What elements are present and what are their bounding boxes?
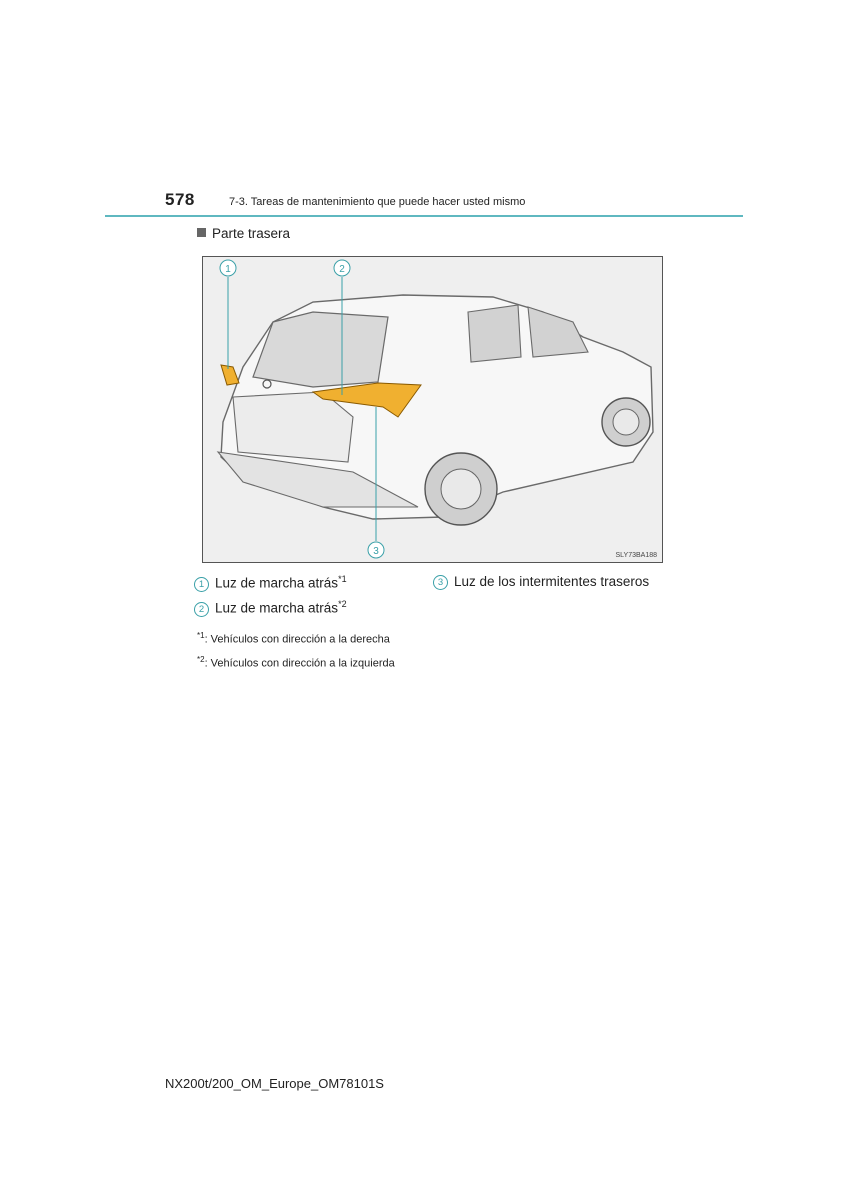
section-title: 7-3. Tareas de mantenimiento que puede hacer usted mismo: [229, 196, 526, 208]
callout-2: 2: [339, 264, 345, 275]
rear-window: [253, 312, 388, 387]
figure-code: SLY73BA188: [615, 552, 657, 559]
legend-sup-1: *1: [338, 574, 347, 584]
footer-doc-id: NX200t/200_OM_Europe_OM78101S: [165, 1076, 384, 1091]
rear-car-figure: [202, 256, 663, 563]
subheading: [197, 226, 290, 241]
legend-number-3: 3: [433, 575, 448, 590]
side-window-front: [528, 307, 588, 357]
car-illustration: [203, 257, 663, 563]
legend-sup-2: *2: [338, 599, 347, 609]
callout-3: 3: [373, 546, 379, 557]
legend-number-2: 2: [194, 602, 209, 617]
footnote-mark-1: *1: [197, 631, 205, 640]
page-number: 578: [165, 190, 195, 209]
legend-label-2: Luz de marcha atrás: [215, 600, 339, 616]
side-window: [468, 305, 521, 362]
callout-1: 1: [225, 264, 231, 275]
legend-label-1: Luz de marcha atrás: [215, 575, 339, 591]
footnote-1: [197, 631, 390, 646]
square-bullet-icon: [197, 228, 206, 237]
legend-item-3: [433, 574, 649, 590]
footnote-mark-2: *2: [197, 655, 205, 664]
legend-label-3: Luz de los intermitentes traseros: [454, 574, 650, 589]
tailgate: [233, 392, 353, 462]
subheading-label: Parte trasera: [212, 226, 291, 241]
legend-item-1: [194, 574, 347, 592]
legend-item-2: [194, 599, 347, 617]
header-rule: [105, 215, 743, 217]
legend-number-1: 1: [194, 577, 209, 592]
front-wheel-hub: [613, 409, 639, 435]
rear-wheel-hub: [441, 469, 481, 509]
footnote-text-2: : Vehículos con dirección a la izquierda: [204, 657, 395, 670]
tail-light-left: [221, 365, 239, 385]
footnote-text-1: : Vehículos con dirección a la derecha: [204, 633, 390, 646]
footnote-2: [197, 655, 395, 670]
